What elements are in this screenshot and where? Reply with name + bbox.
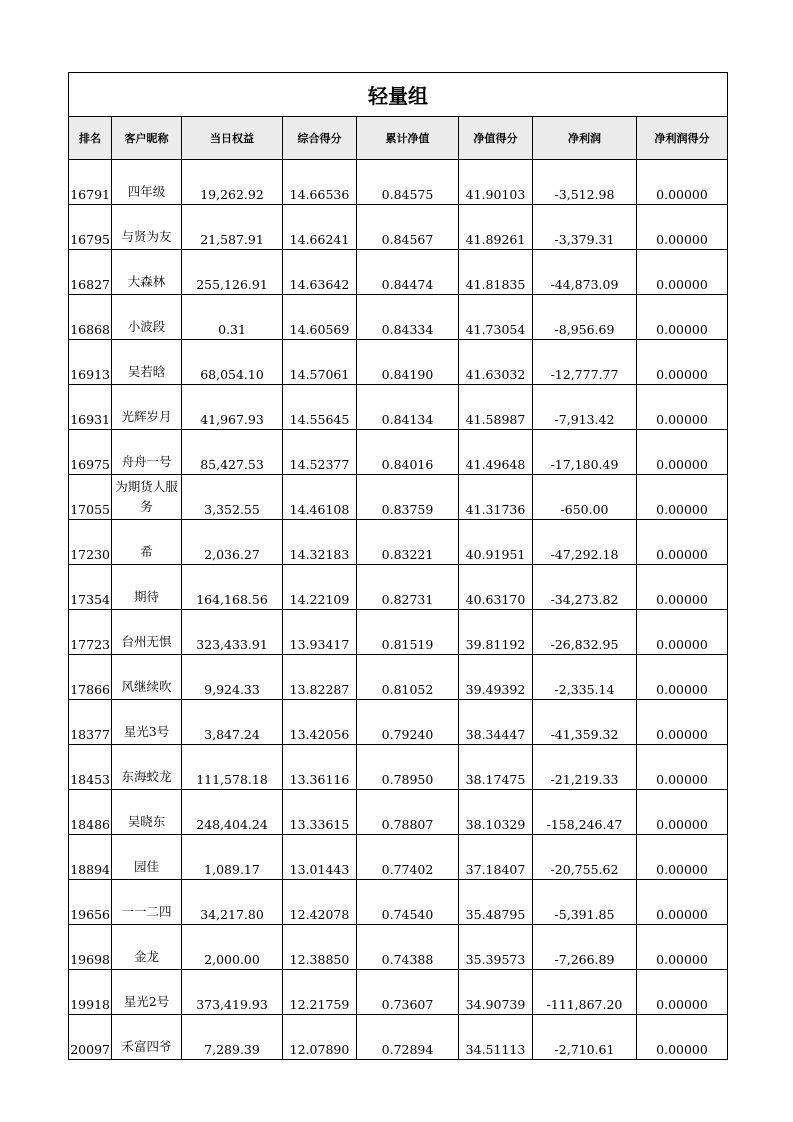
cell-nickname: 台州无惧 (112, 610, 182, 655)
cell-nickname: 大森林 (112, 250, 182, 295)
cell-profit-score: 0.00000 (637, 385, 728, 430)
cell-rank: 18486 (69, 790, 112, 835)
cell-nav-score: 38.34447 (459, 700, 533, 745)
cell-profit: -111,867.20 (533, 970, 637, 1015)
cell-profit-score: 0.00000 (637, 790, 728, 835)
cell-profit-score: 0.00000 (637, 745, 728, 790)
cell-nav: 0.81519 (357, 610, 459, 655)
cell-score: 14.32183 (283, 520, 357, 565)
table-row (69, 565, 728, 610)
cell-equity: 68,054.10 (182, 340, 283, 385)
cell-nickname: 为期货人服务 (112, 475, 182, 520)
cell-nickname: 一一二四 (112, 880, 182, 925)
cell-nav: 0.83759 (357, 475, 459, 520)
cell-profit: -12,777.77 (533, 340, 637, 385)
cell-nav: 0.84575 (357, 160, 459, 205)
cell-equity: 2,036.27 (182, 520, 283, 565)
cell-equity: 1,089.17 (182, 835, 283, 880)
cell-equity: 3,847.24 (182, 700, 283, 745)
cell-nav-score: 41.73054 (459, 295, 533, 340)
cell-nav-score: 38.17475 (459, 745, 533, 790)
cell-profit: -5,391.85 (533, 880, 637, 925)
col-header-profit-score: 净利润得分 (637, 117, 728, 160)
cell-equity: 323,433.91 (182, 610, 283, 655)
cell-score: 14.55645 (283, 385, 357, 430)
cell-nav: 0.84334 (357, 295, 459, 340)
cell-nav: 0.81052 (357, 655, 459, 700)
col-header-profit: 净利润 (533, 117, 637, 160)
cell-nav-score: 37.18407 (459, 835, 533, 880)
cell-equity: 85,427.53 (182, 430, 283, 475)
cell-profit: -47,292.18 (533, 520, 637, 565)
cell-nickname: 禾富四爷 (112, 1015, 182, 1060)
cell-rank: 16827 (69, 250, 112, 295)
cell-score: 14.66536 (283, 160, 357, 205)
cell-profit-score: 0.00000 (637, 970, 728, 1015)
cell-nav-score: 41.63032 (459, 340, 533, 385)
cell-nickname: 星光3号 (112, 700, 182, 745)
cell-nickname: 吴若晗 (112, 340, 182, 385)
cell-profit: -7,913.42 (533, 385, 637, 430)
cell-equity: 21,587.91 (182, 205, 283, 250)
cell-nav-score: 38.10329 (459, 790, 533, 835)
cell-nav-score: 41.31736 (459, 475, 533, 520)
cell-nav: 0.84474 (357, 250, 459, 295)
cell-equity: 19,262.92 (182, 160, 283, 205)
ranking-table (68, 72, 728, 1060)
cell-rank: 16795 (69, 205, 112, 250)
cell-rank: 16868 (69, 295, 112, 340)
cell-score: 13.42056 (283, 700, 357, 745)
col-header-equity: 当日权益 (182, 117, 283, 160)
cell-rank: 16975 (69, 430, 112, 475)
table-row (69, 970, 728, 1015)
cell-nav-score: 35.39573 (459, 925, 533, 970)
cell-rank: 17230 (69, 520, 112, 565)
cell-nav-score: 41.58987 (459, 385, 533, 430)
cell-profit: -21,219.33 (533, 745, 637, 790)
cell-rank: 16791 (69, 160, 112, 205)
cell-equity: 3,352.55 (182, 475, 283, 520)
cell-equity: 2,000.00 (182, 925, 283, 970)
cell-profit: -3,379.31 (533, 205, 637, 250)
cell-score: 13.93417 (283, 610, 357, 655)
table-row (69, 475, 728, 520)
cell-equity: 248,404.24 (182, 790, 283, 835)
table-row (69, 610, 728, 655)
cell-nav-score: 41.49648 (459, 430, 533, 475)
cell-nav: 0.84134 (357, 385, 459, 430)
cell-score: 12.42078 (283, 880, 357, 925)
table-row (69, 520, 728, 565)
cell-rank: 20097 (69, 1015, 112, 1060)
cell-nickname: 舟舟一号 (112, 430, 182, 475)
table-row (69, 430, 728, 475)
cell-nickname: 希 (112, 520, 182, 565)
cell-profit: -26,832.95 (533, 610, 637, 655)
cell-profit-score: 0.00000 (637, 340, 728, 385)
cell-profit-score: 0.00000 (637, 700, 728, 745)
cell-profit: -3,512.98 (533, 160, 637, 205)
cell-profit-score: 0.00000 (637, 250, 728, 295)
table-row (69, 1015, 728, 1060)
cell-score: 12.21759 (283, 970, 357, 1015)
cell-score: 12.07890 (283, 1015, 357, 1060)
cell-equity: 34,217.80 (182, 880, 283, 925)
cell-nickname: 与贤为友 (112, 205, 182, 250)
cell-score: 13.01443 (283, 835, 357, 880)
table-body (69, 160, 728, 1060)
cell-rank: 18894 (69, 835, 112, 880)
cell-profit: -20,755.62 (533, 835, 637, 880)
cell-equity: 9,924.33 (182, 655, 283, 700)
cell-profit-score: 0.00000 (637, 565, 728, 610)
cell-profit-score: 0.00000 (637, 880, 728, 925)
cell-nickname: 园佳 (112, 835, 182, 880)
cell-nav-score: 40.63170 (459, 565, 533, 610)
cell-profit: -650.00 (533, 475, 637, 520)
table-row (69, 250, 728, 295)
cell-rank: 19698 (69, 925, 112, 970)
table-title: 轻量组 (69, 73, 728, 117)
cell-nav: 0.74540 (357, 880, 459, 925)
table-row (69, 925, 728, 970)
cell-nickname: 光辉岁月 (112, 385, 182, 430)
cell-nav: 0.79240 (357, 700, 459, 745)
cell-equity: 255,126.91 (182, 250, 283, 295)
cell-profit-score: 0.00000 (637, 295, 728, 340)
cell-nav: 0.84190 (357, 340, 459, 385)
cell-profit-score: 0.00000 (637, 205, 728, 250)
cell-score: 14.46108 (283, 475, 357, 520)
cell-profit-score: 0.00000 (637, 1015, 728, 1060)
cell-nickname: 吴晓东 (112, 790, 182, 835)
cell-nav: 0.84016 (357, 430, 459, 475)
cell-nav-score: 41.89261 (459, 205, 533, 250)
cell-score: 14.22109 (283, 565, 357, 610)
cell-nickname: 星光2号 (112, 970, 182, 1015)
cell-profit: -158,246.47 (533, 790, 637, 835)
cell-score: 14.52377 (283, 430, 357, 475)
table-row (69, 385, 728, 430)
cell-equity: 41,967.93 (182, 385, 283, 430)
table-row (69, 340, 728, 385)
cell-rank: 17866 (69, 655, 112, 700)
cell-profit: -7,266.89 (533, 925, 637, 970)
cell-nickname: 东海蛟龙 (112, 745, 182, 790)
cell-nav: 0.78950 (357, 745, 459, 790)
cell-score: 14.66241 (283, 205, 357, 250)
cell-equity: 373,419.93 (182, 970, 283, 1015)
cell-nav: 0.74388 (357, 925, 459, 970)
cell-score: 14.60569 (283, 295, 357, 340)
cell-rank: 17354 (69, 565, 112, 610)
cell-profit-score: 0.00000 (637, 925, 728, 970)
table-row (69, 295, 728, 340)
cell-nickname: 风继续吹 (112, 655, 182, 700)
cell-nickname: 金龙 (112, 925, 182, 970)
header-row (69, 117, 728, 160)
cell-score: 14.63642 (283, 250, 357, 295)
col-header-score: 综合得分 (283, 117, 357, 160)
cell-score: 13.82287 (283, 655, 357, 700)
cell-rank: 17723 (69, 610, 112, 655)
table-row (69, 655, 728, 700)
cell-profit: -2,335.14 (533, 655, 637, 700)
cell-score: 13.36116 (283, 745, 357, 790)
cell-rank: 18453 (69, 745, 112, 790)
cell-profit-score: 0.00000 (637, 520, 728, 565)
table-row (69, 790, 728, 835)
cell-score: 14.57061 (283, 340, 357, 385)
cell-profit: -17,180.49 (533, 430, 637, 475)
cell-nav: 0.78807 (357, 790, 459, 835)
cell-rank: 19918 (69, 970, 112, 1015)
cell-nav-score: 41.81835 (459, 250, 533, 295)
cell-profit-score: 0.00000 (637, 160, 728, 205)
cell-profit: -8,956.69 (533, 295, 637, 340)
table-row (69, 700, 728, 745)
cell-score: 12.38850 (283, 925, 357, 970)
cell-nav: 0.82731 (357, 565, 459, 610)
cell-nav: 0.72894 (357, 1015, 459, 1060)
cell-equity: 111,578.18 (182, 745, 283, 790)
table-row (69, 205, 728, 250)
cell-nav: 0.84567 (357, 205, 459, 250)
col-header-nickname: 客户昵称 (112, 117, 182, 160)
cell-profit: -41,359.32 (533, 700, 637, 745)
cell-rank: 16931 (69, 385, 112, 430)
cell-nav-score: 34.90739 (459, 970, 533, 1015)
cell-profit: -2,710.61 (533, 1015, 637, 1060)
ranking-sheet (68, 72, 727, 1060)
cell-equity: 164,168.56 (182, 565, 283, 610)
cell-profit-score: 0.00000 (637, 610, 728, 655)
table-row (69, 160, 728, 205)
table-row (69, 880, 728, 925)
cell-rank: 16913 (69, 340, 112, 385)
cell-nav: 0.73607 (357, 970, 459, 1015)
col-header-rank: 排名 (69, 117, 112, 160)
cell-profit-score: 0.00000 (637, 430, 728, 475)
cell-profit-score: 0.00000 (637, 835, 728, 880)
cell-equity: 7,289.39 (182, 1015, 283, 1060)
cell-nav: 0.77402 (357, 835, 459, 880)
cell-nav-score: 39.81192 (459, 610, 533, 655)
table-row (69, 745, 728, 790)
cell-nickname: 期待 (112, 565, 182, 610)
cell-nav: 0.83221 (357, 520, 459, 565)
title-row (69, 73, 728, 117)
cell-profit: -44,873.09 (533, 250, 637, 295)
cell-nav-score: 41.90103 (459, 160, 533, 205)
col-header-nav-score: 净值得分 (459, 117, 533, 160)
cell-nickname: 小波段 (112, 295, 182, 340)
table-row (69, 835, 728, 880)
cell-rank: 19656 (69, 880, 112, 925)
cell-profit-score: 0.00000 (637, 475, 728, 520)
cell-rank: 18377 (69, 700, 112, 745)
cell-profit: -34,273.82 (533, 565, 637, 610)
cell-rank: 17055 (69, 475, 112, 520)
cell-nav-score: 34.51113 (459, 1015, 533, 1060)
cell-score: 13.33615 (283, 790, 357, 835)
cell-profit-score: 0.00000 (637, 655, 728, 700)
cell-nickname: 四年级 (112, 160, 182, 205)
cell-nav-score: 39.49392 (459, 655, 533, 700)
col-header-nav: 累计净值 (357, 117, 459, 160)
cell-nav-score: 40.91951 (459, 520, 533, 565)
cell-equity: 0.31 (182, 295, 283, 340)
cell-nav-score: 35.48795 (459, 880, 533, 925)
